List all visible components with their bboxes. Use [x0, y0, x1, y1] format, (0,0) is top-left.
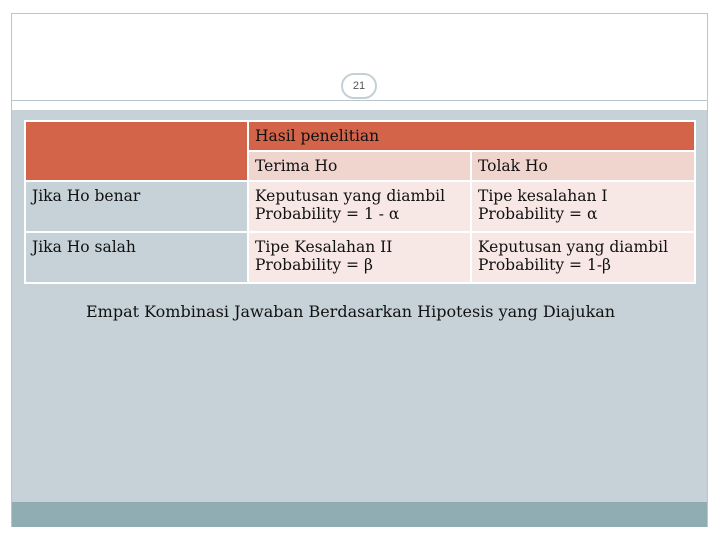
slide-footer-strip: [12, 502, 707, 527]
table-corner-cell: [25, 121, 248, 181]
cell-ho-benar-tolak: [471, 181, 695, 232]
table-row: [25, 181, 695, 232]
cell-line: Probability = β: [255, 256, 373, 274]
table-header-row: [25, 121, 695, 151]
cell-line: Probability = α: [478, 205, 598, 223]
cell-ho-salah-tolak: [471, 232, 695, 283]
cell-line: Keputusan yang diambil: [255, 187, 446, 205]
cell-line: Tipe kesalahan I: [478, 187, 608, 205]
table-row: [25, 232, 695, 283]
slide-caption: Empat Kombinasi Jawaban Berdasarkan Hipotesis yang Diajukan: [86, 302, 616, 321]
cell-line: Keputusan yang diambil: [478, 238, 669, 256]
page-number: 21: [352, 80, 366, 92]
row-label-ho-salah: Jika Ho salah: [25, 232, 248, 283]
cell-line: Probability = 1-β: [478, 256, 612, 274]
title-divider: [12, 100, 707, 101]
cell-ho-salah-terima: [248, 232, 471, 283]
cell-ho-benar-terima: [248, 181, 471, 232]
table-header-title: Hasil penelitian: [248, 121, 695, 151]
row-label-ho-benar: Jika Ho benar: [25, 181, 248, 232]
subheader-terima-ho: Terima Ho: [248, 151, 471, 181]
hypothesis-table: [24, 120, 696, 284]
subheader-tolak-ho: Tolak Ho: [471, 151, 695, 181]
cell-line: Tipe Kesalahan II: [255, 238, 393, 256]
page-number-badge: [341, 73, 377, 99]
cell-line: Probability = 1 - α: [255, 205, 400, 223]
